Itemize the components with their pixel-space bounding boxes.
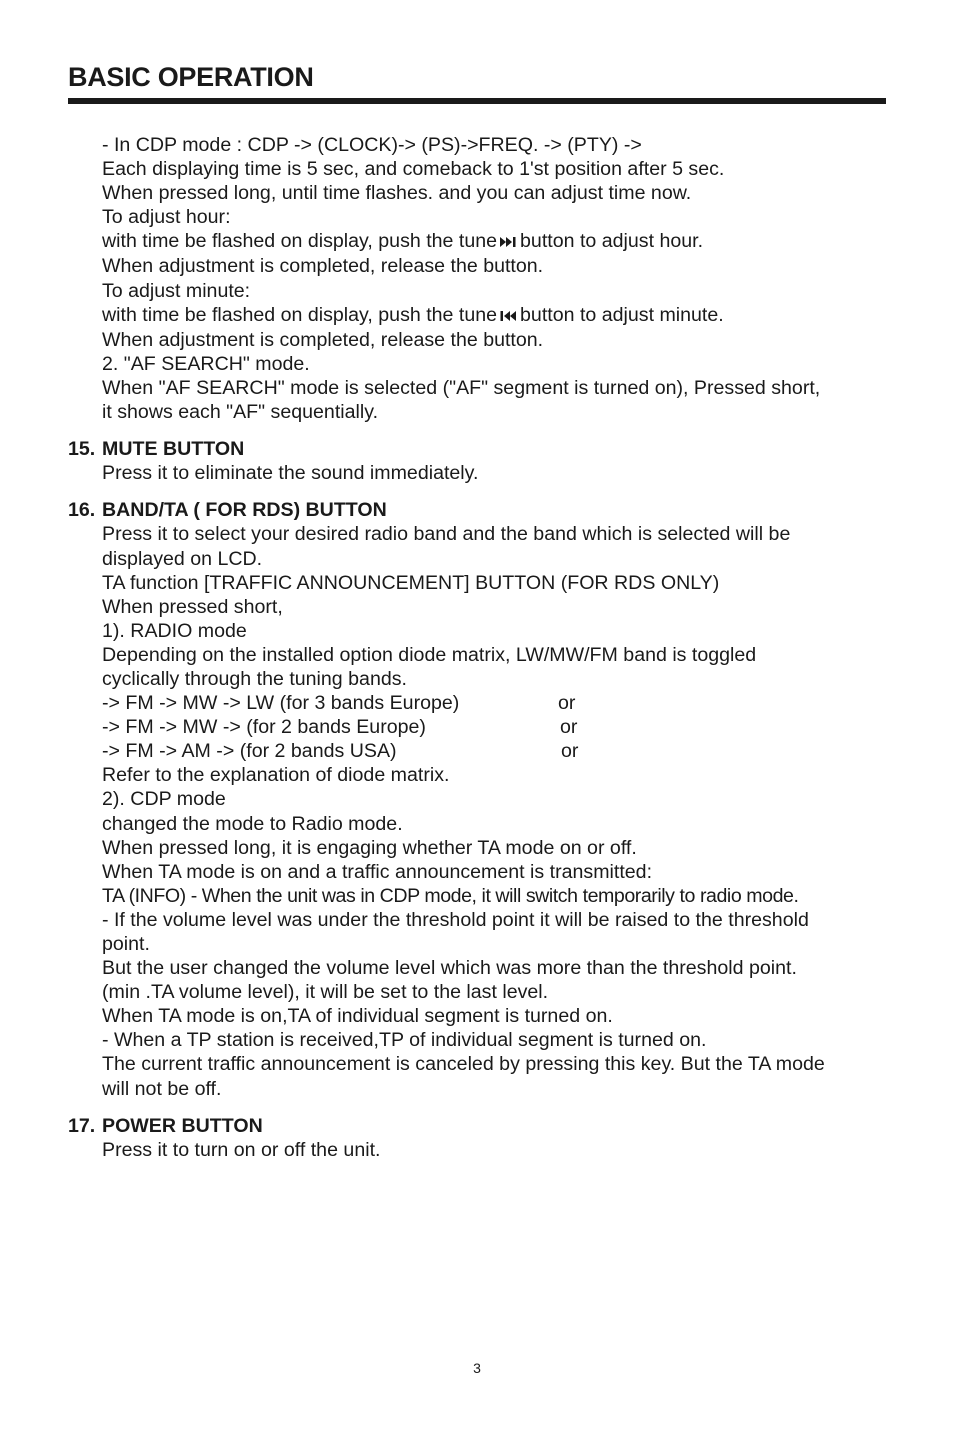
section-title: POWER BUTTON	[102, 1114, 263, 1137]
text-line: When pressed short,	[102, 595, 283, 618]
text-line: (min .TA volume level), it will be set to the last level.	[102, 981, 549, 1004]
or-label: or	[560, 716, 578, 739]
text-line: Press it to select your desired radio band and the band which is selected will be	[102, 523, 791, 546]
page-number: 3	[473, 1360, 481, 1376]
or-label: or	[558, 692, 576, 715]
band-cycle-text: -> FM -> MW -> (for 2 bands Europe)	[102, 716, 426, 739]
text-line: TA (INFO) - When the unit was in CDP mode, it will switch temporarily to radio mode.	[102, 884, 799, 907]
text-line: Each displaying time is 5 sec, and comeback to 1'st position after 5 sec.	[102, 158, 725, 181]
text-line: The current traffic announcement is canceled by pressing this key. But the TA mode	[102, 1053, 825, 1076]
text-fragment: with time be flashed on display, push the tune	[102, 303, 498, 326]
text-line: When pressed long, it is engaging whether TA mode on or off.	[102, 836, 637, 859]
text-line: To adjust hour:	[102, 206, 231, 229]
text-line: When adjustment is completed, release the button.	[102, 328, 544, 351]
section-number: 17.	[68, 1114, 96, 1137]
text-fragment: button to adjust minute.	[520, 303, 724, 326]
page-title: BASIC OPERATION	[68, 62, 314, 92]
text-fragment: button to adjust hour.	[520, 230, 704, 253]
text-line: cyclically through the tuning bands.	[102, 667, 407, 690]
text-line: 2). CDP mode	[102, 788, 226, 811]
text-line: TA function [TRAFFIC ANNOUNCEMENT] BUTTON (FOR RDS ONLY)	[102, 571, 720, 594]
section-title: MUTE BUTTON	[102, 438, 245, 461]
text-line: When adjustment is completed, release the button.	[102, 255, 544, 278]
text-line: When TA mode is on,TA of individual segment is turned on.	[102, 1005, 613, 1028]
skip-back-icon	[500, 304, 518, 328]
page-content	[68, 133, 898, 1162]
text-line: Press it to eliminate the sound immediately.	[102, 462, 479, 485]
skip-forward-icon	[500, 230, 518, 254]
text-line: When pressed long, until time flashes. and you can adjust time now.	[102, 182, 692, 205]
text-line	[102, 303, 898, 328]
band-cycle-text: -> FM -> AM -> (for 2 bands USA)	[102, 740, 397, 763]
section-heading-mute	[68, 437, 898, 461]
text-line: Refer to the explanation of diode matrix.	[102, 764, 450, 787]
band-cycle-line	[102, 739, 898, 763]
text-line: But the user changed the volume level which was more than the threshold point.	[102, 957, 797, 980]
or-label: or	[561, 740, 579, 763]
text-fragment: with time be flashed on display, push the tune	[102, 230, 498, 253]
section-number: 15.	[68, 438, 96, 461]
text-line: will not be off.	[102, 1077, 222, 1100]
text-line: Depending on the installed option diode matrix, LW/MW/FM band is toggled	[102, 643, 757, 666]
text-line: 2. "AF SEARCH" mode.	[102, 352, 310, 375]
section-title: BAND/TA ( FOR RDS) BUTTON	[102, 499, 387, 522]
text-line: Press it to turn on or off the unit.	[102, 1138, 381, 1161]
text-line: changed the mode to Radio mode.	[102, 812, 403, 835]
band-cycle-text: -> FM -> MW -> LW (for 3 bands Europe)	[102, 692, 460, 715]
section-heading-band-ta	[68, 498, 898, 522]
text-line: it shows each "AF" sequentially.	[102, 401, 379, 424]
section-number: 16.	[68, 499, 96, 522]
title-rule	[68, 98, 886, 104]
text-line: displayed on LCD.	[102, 547, 263, 570]
text-line: When "AF SEARCH" mode is selected ("AF" segment is turned on), Pressed short,	[102, 376, 821, 399]
text-line: 1). RADIO mode	[102, 619, 247, 642]
text-line	[102, 229, 898, 254]
text-line: - When a TP station is received,TP of individual segment is turned on.	[102, 1029, 707, 1052]
text-line: - If the volume level was under the threshold point it will be raised to the threshold	[102, 908, 809, 931]
text-line: To adjust minute:	[102, 279, 251, 302]
text-line: point.	[102, 933, 150, 955]
band-cycle-line	[102, 715, 898, 739]
band-cycle-line	[102, 691, 898, 715]
text-line: When TA mode is on and a traffic announcement is transmitted:	[102, 860, 653, 883]
section-heading-power	[68, 1114, 898, 1138]
text-line: - In CDP mode : CDP -> (CLOCK)-> (PS)->FREQ. -> (PTY) ->	[102, 134, 642, 156]
